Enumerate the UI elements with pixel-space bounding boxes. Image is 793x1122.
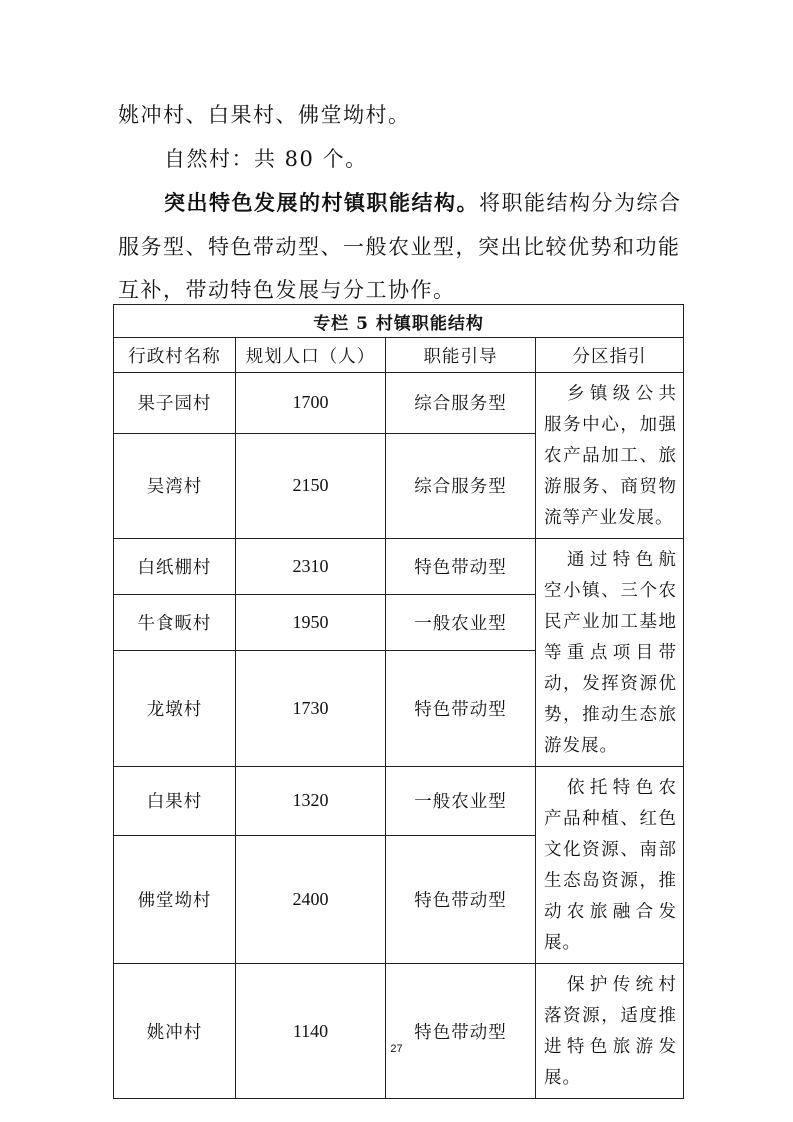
population-value: 2400 xyxy=(236,835,386,963)
function-type: 一般农业型 xyxy=(386,595,536,651)
table-row xyxy=(114,373,684,434)
village-name: 佛堂坳村 xyxy=(114,835,236,963)
zone-guide: 乡镇级公共服务中心，加强农产品加工、旅游服务、商贸物流等产业发展。 xyxy=(536,373,684,539)
header-village: 行政村名称 xyxy=(114,338,236,373)
table-row xyxy=(114,539,684,595)
header-population: 规划人口（人） xyxy=(236,338,386,373)
population-value: 1700 xyxy=(236,373,386,434)
village-name: 白果村 xyxy=(114,767,236,836)
paragraph-3-heading: 突出特色发展的村镇职能结构。 xyxy=(164,190,479,215)
function-type: 特色带动型 xyxy=(386,835,536,963)
village-name: 姚冲村 xyxy=(114,964,236,1099)
village-function-table xyxy=(113,304,684,1099)
header-zone: 分区指引 xyxy=(536,338,684,373)
table-header-row xyxy=(114,338,684,373)
paragraph-3 xyxy=(118,181,683,313)
table-row xyxy=(114,767,684,836)
table-caption: 专栏 5 村镇职能结构 xyxy=(114,305,684,338)
header-function: 职能引导 xyxy=(386,338,536,373)
page-number: 27 xyxy=(390,1043,403,1055)
village-name: 果子园村 xyxy=(114,373,236,434)
function-type: 综合服务型 xyxy=(386,433,536,538)
population-value: 1140 xyxy=(236,964,386,1099)
function-type: 特色带动型 xyxy=(386,539,536,595)
village-name: 吴湾村 xyxy=(114,433,236,538)
paragraph-3-body: 将职能结构分为综合服务型、特色带动型、一般农业型，突出比较优势和功能互补，带动特色发展与分工协作。 xyxy=(118,191,682,302)
population-value: 2150 xyxy=(236,433,386,538)
function-type: 综合服务型 xyxy=(386,373,536,434)
function-type: 特色带动型 xyxy=(386,651,536,767)
function-type: 特色带动型 xyxy=(386,964,536,1099)
population-value: 1320 xyxy=(236,767,386,836)
zone-guide: 保护传统村落资源，适度推进特色旅游发展。 xyxy=(536,964,684,1099)
village-name: 龙墩村 xyxy=(114,651,236,767)
village-name: 白纸棚村 xyxy=(114,539,236,595)
paragraph-2: 自然村：共 80 个。 xyxy=(164,147,368,171)
function-type: 一般农业型 xyxy=(386,767,536,836)
population-value: 1730 xyxy=(236,651,386,767)
zone-guide: 依托特色农产品种植、红色文化资源、南部生态岛资源，推动农旅融合发展。 xyxy=(536,767,684,964)
population-value: 1950 xyxy=(236,595,386,651)
zone-guide: 通过特色航空小镇、三个农民产业加工基地等重点项目带动，发挥资源优势，推动生态旅游发展。 xyxy=(536,539,684,767)
table-row xyxy=(114,964,684,1099)
paragraph-1: 姚冲村、白果村、佛堂坳村。 xyxy=(118,103,411,127)
village-name: 牛食畈村 xyxy=(114,595,236,651)
population-value: 2310 xyxy=(236,539,386,595)
